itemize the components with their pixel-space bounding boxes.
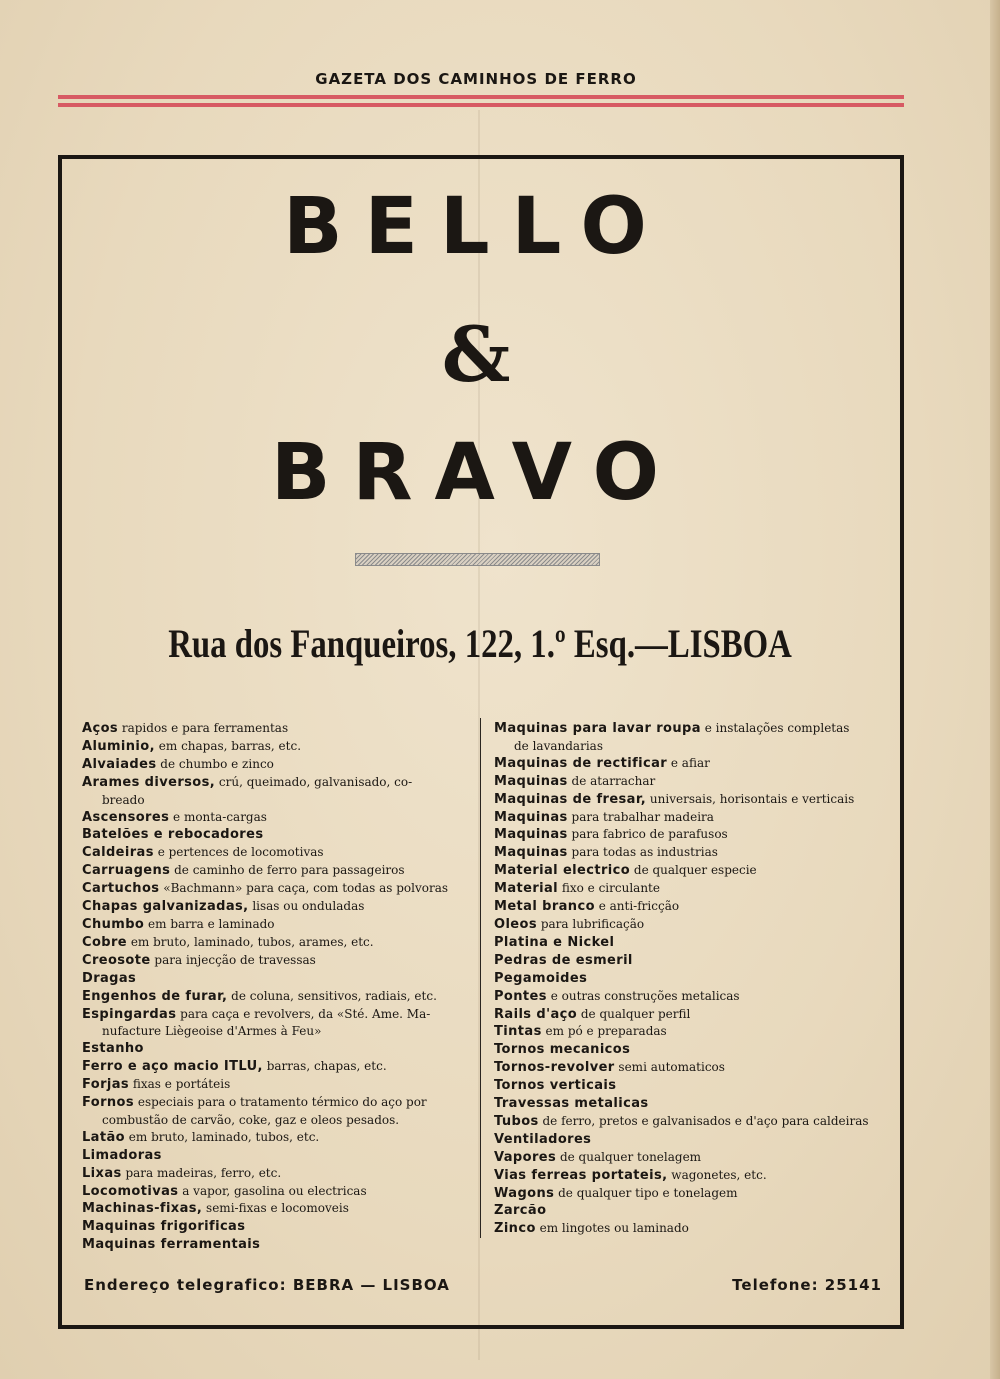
product-list-left xyxy=(82,720,470,1254)
product-description: de qualquer perfil xyxy=(577,1006,691,1021)
product-term: Tornos verticais xyxy=(494,1078,617,1094)
product-description: barras, chapas, etc. xyxy=(262,1059,387,1074)
product-list-item xyxy=(82,934,470,952)
product-description: e instalações completas xyxy=(700,721,850,735)
header-double-rule xyxy=(58,95,904,107)
product-list-item xyxy=(82,774,470,792)
product-description: de chumbo e zinco xyxy=(156,756,274,771)
product-description: a vapor, gasolina ou electricas xyxy=(178,1183,367,1198)
product-list-item xyxy=(82,1023,470,1040)
product-term: Engenhos de furar, xyxy=(82,988,228,1004)
product-description: e afiar xyxy=(667,755,710,770)
product-description: em bruto, laminado, tubos, etc. xyxy=(124,1129,320,1144)
product-description: de qualquer tipo e tonelagem xyxy=(554,1185,738,1200)
product-term: Pegamoides xyxy=(494,970,588,986)
product-list-item xyxy=(494,934,886,952)
brand-name-bello: BELLO xyxy=(283,182,669,272)
product-term: Caldeiras xyxy=(82,845,154,861)
product-description: semi-fixas e locomoveis xyxy=(202,1201,349,1216)
page-gutter xyxy=(990,0,1000,1379)
product-list-item xyxy=(82,916,470,934)
product-list-item xyxy=(494,773,886,791)
product-term: Chapas galvanizadas, xyxy=(82,899,249,915)
telegraph-address: Endereço telegrafico: BEBRA — LISBOA xyxy=(84,1276,450,1294)
product-description: para todas as industrias xyxy=(567,845,718,860)
product-term: Locomotivas xyxy=(82,1183,179,1199)
product-list-item xyxy=(494,755,886,773)
product-description: nufacture Liègeoise d'Armes à Feu» xyxy=(102,1024,322,1039)
product-description: lisas ou onduladas xyxy=(248,899,365,914)
product-list-item xyxy=(494,826,886,844)
product-list-item xyxy=(82,756,470,774)
product-list-item xyxy=(82,862,470,880)
product-term: Tintas xyxy=(494,1024,542,1040)
product-term: Vapores xyxy=(494,1149,557,1165)
product-term: Ventiladores xyxy=(494,1131,592,1147)
product-description: especiais para o tratamento térmico do aço por xyxy=(134,1095,427,1110)
product-term: Machinas-fixas, xyxy=(82,1201,203,1217)
product-description: para trabalhar madeira xyxy=(567,809,714,824)
product-description: para injecção de travessas xyxy=(150,952,316,967)
product-term: Pontes xyxy=(494,988,547,1004)
brand-ampersand: & xyxy=(441,310,511,399)
product-description: para caça e revolvers, da «Sté. Ame. Ma- xyxy=(176,1006,431,1021)
product-term: Zarcão xyxy=(494,1203,547,1219)
product-term: Aluminio, xyxy=(82,738,155,754)
product-list-item xyxy=(494,1059,886,1077)
product-term: Tornos mecanicos xyxy=(494,1042,631,1058)
product-term: Lixas xyxy=(82,1165,122,1181)
product-description: e monta-cargas xyxy=(169,809,267,824)
product-list-item xyxy=(494,1077,886,1095)
product-term: Metal branco xyxy=(494,899,595,915)
product-description: de coluna, sensitivos, radiais, etc. xyxy=(227,988,437,1003)
product-term: Alvaiades xyxy=(82,756,157,772)
product-description: breado xyxy=(102,792,145,807)
product-list-item xyxy=(82,826,470,844)
product-description: de qualquer especie xyxy=(630,863,757,878)
product-term: Platina e Nickel xyxy=(494,934,615,950)
product-list-item xyxy=(82,1129,470,1147)
product-term: Maquinas ferramentais xyxy=(82,1237,261,1253)
product-term: Maquinas xyxy=(494,845,568,861)
product-description: e pertences de locomotivas xyxy=(153,845,324,860)
product-term: Aços xyxy=(82,721,119,736)
product-description: de qualquer tonelagem xyxy=(556,1149,702,1164)
hatched-divider xyxy=(355,553,600,566)
product-term: Batelões e rebocadores xyxy=(82,827,264,843)
product-description: crú, queimado, galvanisado, co- xyxy=(215,774,413,789)
product-term: Arames diversos, xyxy=(82,774,216,790)
product-list-item xyxy=(82,1094,470,1112)
product-term: Travessas metalicas xyxy=(494,1096,649,1112)
product-list-item xyxy=(82,844,470,862)
product-list-item xyxy=(494,791,886,809)
product-description: de caminho de ferro para passageiros xyxy=(170,863,405,878)
product-list-item xyxy=(494,970,886,988)
product-description: e outras construções metalicas xyxy=(546,988,740,1003)
product-term: Ascensores xyxy=(82,809,170,825)
product-term: Limadoras xyxy=(82,1147,162,1163)
product-term: Maquinas de rectificar xyxy=(494,755,668,771)
product-list-item xyxy=(82,1236,470,1254)
product-list-item xyxy=(82,952,470,970)
product-term: Material electrico xyxy=(494,863,631,879)
product-list-item xyxy=(494,1006,886,1024)
product-description: wagonetes, etc. xyxy=(667,1167,767,1182)
product-description: universais, horisontais e verticais xyxy=(646,791,855,806)
product-description: combustão de carvão, coke, gaz e oleos pesados. xyxy=(102,1112,400,1127)
product-term: Maquinas frigorificas xyxy=(82,1219,246,1235)
product-list-item xyxy=(82,1076,470,1094)
product-list-item xyxy=(82,898,470,916)
product-description: «Bachmann» para caça, com todas as polvoras xyxy=(159,881,448,896)
product-term: Maquinas para lavar roupa xyxy=(494,721,701,736)
product-term: Maquinas de fresar, xyxy=(494,791,647,807)
product-list-item xyxy=(494,1202,886,1220)
product-list-item xyxy=(494,1185,886,1203)
product-list-item xyxy=(494,862,886,880)
brand-name-bravo: BRAVO xyxy=(271,428,681,518)
product-list-item xyxy=(494,1149,886,1167)
product-term: Fornos xyxy=(82,1095,135,1111)
product-list-item xyxy=(82,738,470,756)
product-term: Estanho xyxy=(82,1041,144,1057)
product-description: de atarrachar xyxy=(567,773,656,788)
product-term: Dragas xyxy=(82,970,137,986)
product-description: rapidos e para ferramentas xyxy=(118,721,289,735)
product-term: Ferro e aço macio ITLU, xyxy=(82,1059,263,1075)
product-description: para fabrico de parafusos xyxy=(567,827,728,842)
product-list-item xyxy=(82,809,470,827)
product-list-item xyxy=(82,1183,470,1201)
column-divider xyxy=(480,718,481,1238)
product-list-item xyxy=(82,720,470,738)
product-description: em chapas, barras, etc. xyxy=(154,738,302,753)
product-term: Pedras de esmeril xyxy=(494,952,633,968)
product-list-item xyxy=(494,1113,886,1131)
product-list-item xyxy=(82,1006,470,1024)
product-description: e anti-fricção xyxy=(594,899,680,914)
product-list-item xyxy=(82,792,470,809)
product-list-item xyxy=(82,880,470,898)
product-list-item xyxy=(82,988,470,1006)
product-list-item xyxy=(82,1058,470,1076)
telephone-number: Telefone: 25141 xyxy=(732,1276,882,1294)
product-term: Wagons xyxy=(494,1185,555,1201)
product-list-item xyxy=(494,809,886,827)
product-description: fixo e circulante xyxy=(558,881,660,896)
page-header-title: GAZETA DOS CAMINHOS DE FERRO xyxy=(315,70,637,88)
product-term: Maquinas xyxy=(494,773,568,789)
product-list-item xyxy=(494,880,886,898)
product-term: Zinco xyxy=(494,1221,536,1237)
product-term: Material xyxy=(494,881,559,897)
product-term: Cobre xyxy=(82,934,128,950)
product-list-item xyxy=(494,1131,886,1149)
product-list-item xyxy=(82,1147,470,1165)
product-term: Cartuchos xyxy=(82,881,160,897)
product-list-item xyxy=(82,1112,470,1129)
product-list-item xyxy=(494,1220,886,1238)
product-description: de ferro, pretos e galvanisados e d'aço para caldeiras xyxy=(538,1113,869,1128)
product-term: Chumbo xyxy=(82,916,145,932)
company-address: Rua dos Fanqueiros, 122, 1.º Esq.—LISBOA xyxy=(168,621,792,666)
product-description: de lavandarias xyxy=(514,738,603,753)
product-term: Maquinas xyxy=(494,827,568,843)
product-term: Tornos-revolver xyxy=(494,1060,615,1076)
product-list-item xyxy=(494,952,886,970)
product-description: em lingotes ou laminado xyxy=(535,1221,689,1236)
product-list-item xyxy=(494,1167,886,1185)
product-list-item xyxy=(494,988,886,1006)
product-term: Oleos xyxy=(494,916,537,932)
product-list-item xyxy=(82,1218,470,1236)
product-term: Forjas xyxy=(82,1077,130,1093)
product-list-item xyxy=(82,970,470,988)
product-description: em bruto, laminado, tubos, arames, etc. xyxy=(127,934,374,949)
product-description: semi automaticos xyxy=(614,1060,725,1075)
product-term: Rails d'aço xyxy=(494,1006,578,1022)
product-list-item xyxy=(494,1023,886,1041)
product-term: Vias ferreas portateis, xyxy=(494,1167,668,1183)
product-term: Latão xyxy=(82,1129,125,1145)
product-term: Carruagens xyxy=(82,863,171,879)
product-term: Maquinas xyxy=(494,809,568,825)
product-list-item xyxy=(494,1041,886,1059)
product-list-item xyxy=(494,720,886,738)
product-list-item xyxy=(82,1040,470,1058)
product-list-item xyxy=(494,916,886,934)
product-description: em pó e preparadas xyxy=(541,1024,667,1039)
product-list-item xyxy=(494,844,886,862)
product-list-right xyxy=(494,720,886,1238)
product-list-item xyxy=(494,898,886,916)
product-description: em barra e laminado xyxy=(144,916,275,931)
product-list-item xyxy=(494,1095,886,1113)
product-description: para lubrificação xyxy=(537,916,645,931)
product-term: Creosote xyxy=(82,952,151,968)
product-list-item xyxy=(82,1200,470,1218)
product-term: Tubos xyxy=(494,1113,539,1129)
product-description: fixas e portáteis xyxy=(129,1077,231,1092)
product-list-item xyxy=(82,1165,470,1183)
product-list-item xyxy=(494,738,886,755)
product-description: para madeiras, ferro, etc. xyxy=(121,1165,282,1180)
product-term: Espingardas xyxy=(82,1006,177,1022)
